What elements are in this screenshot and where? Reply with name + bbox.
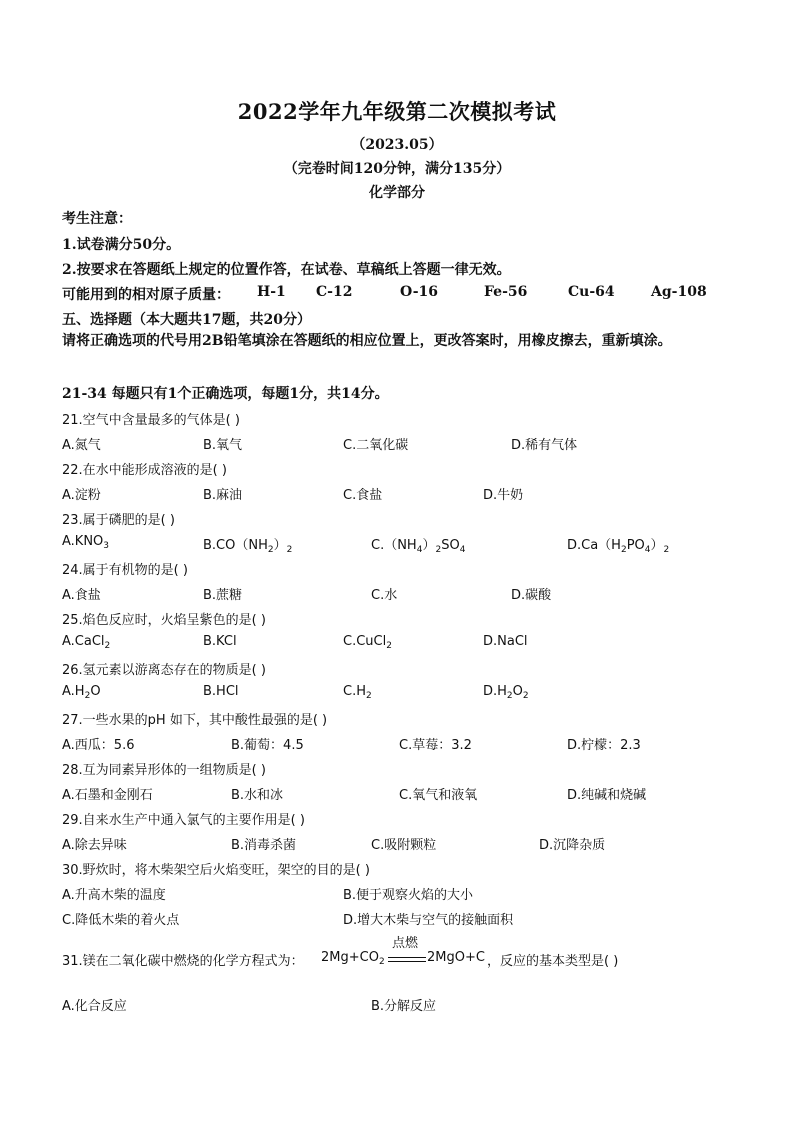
q22-option-d: D.牛奶 bbox=[483, 488, 524, 503]
question-30-stem: 30.野炊时，将木柴架空后火焰变旺，架空的目的是( ) bbox=[62, 863, 370, 878]
q25-option-a-text: A.CaCl bbox=[62, 634, 105, 649]
section-instruction: 请将正确选项的代号用2B铅笔填涂在答题纸的相应位置上，更改答案时，用橡皮擦去，重新填涂。 bbox=[62, 333, 672, 349]
q31-option-b: B.分解反应 bbox=[371, 999, 437, 1014]
q22-option-c: C.食盐 bbox=[343, 488, 383, 503]
section-sub-heading: 21-34 每题只有1个正确选项，每题1分，共14分。 bbox=[62, 386, 389, 402]
question-27-stem: 27.一些水果的pH 如下，其中酸性最强的是( ) bbox=[62, 713, 328, 728]
q30-option-a: A.升高木柴的温度 bbox=[62, 888, 166, 903]
equation-line-top bbox=[388, 957, 426, 958]
q25-option-c: C.CuCl$_2$ bbox=[343, 634, 392, 651]
notice-heading: 考生注意： bbox=[62, 211, 132, 227]
q26-option-b: B.HCl bbox=[203, 684, 239, 699]
exam-title: 2022学年九年级第二次模拟考试 bbox=[237, 99, 557, 124]
q28-option-b: B.水和冰 bbox=[231, 788, 284, 803]
q29-option-a: A.除去异味 bbox=[62, 838, 127, 853]
atomic-mass-c: C-12 bbox=[316, 284, 353, 300]
q26-option-a-text: A.H bbox=[62, 684, 85, 699]
question-21-stem: 21.空气中含量最多的气体是( ) bbox=[62, 413, 240, 428]
q21-option-a: A.氮气 bbox=[62, 438, 101, 453]
q25-option-b: B.KCl bbox=[203, 634, 237, 649]
q27-option-c: C.草莓：3.2 bbox=[399, 738, 472, 753]
q31-option-a: A.化合反应 bbox=[62, 999, 127, 1014]
q23-option-b: $B.CO(NH_2)_2$ bbox=[203, 538, 293, 555]
q28-option-a: A.石墨和金刚石 bbox=[62, 788, 153, 803]
q21-option-d: D.稀有气体 bbox=[511, 438, 578, 453]
q29-option-d: D.沉降杂质 bbox=[539, 838, 606, 853]
question-22-stem: 22.在水中能形成溶液的是( ) bbox=[62, 463, 227, 478]
question-31-eq-left-text: 2Mg+CO bbox=[321, 950, 379, 965]
q23-option-a-text: A.KNO bbox=[62, 534, 104, 549]
q24-option-c: C.水 bbox=[371, 588, 398, 603]
q28-option-d: D.纯碱和烧碱 bbox=[567, 788, 647, 803]
atomic-mass-cu: Cu-64 bbox=[568, 284, 615, 300]
question-31-eq-condition: 点燃 bbox=[392, 936, 419, 951]
q23-option-a: $A.KNO_3$ bbox=[62, 534, 110, 551]
question-31-stem-prefix: 31.镁在二氧化碳中燃烧的化学方程式为： bbox=[62, 954, 304, 969]
q29-option-c: C.吸附颗粒 bbox=[371, 838, 437, 853]
question-31-stem-suffix: ，反应的基本类型是( ) bbox=[487, 954, 619, 969]
question-31-eq-left: $2Mg+CO_2$ bbox=[321, 950, 385, 967]
q23-option-c: $C.(NH_4)_2SO_4$ bbox=[371, 538, 466, 555]
q25-option-d: D.NaCl bbox=[483, 634, 528, 649]
q27-option-d: D.柠檬：2.3 bbox=[567, 738, 641, 753]
q23-option-b-text: B.CO（NH bbox=[203, 538, 268, 553]
q26-option-d: $D.H_2O_2$ bbox=[483, 684, 529, 701]
q28-option-c: C.氧气和液氧 bbox=[399, 788, 478, 803]
q23-option-d: $D.Ca(H_2PO_4)_2$ bbox=[567, 538, 670, 555]
q30-option-c: C.降低木柴的着火点 bbox=[62, 913, 180, 928]
q22-option-b: B.麻油 bbox=[203, 488, 243, 503]
q24-option-a: A.食盐 bbox=[62, 588, 101, 603]
section-heading: 五、选择题（本大题共17题，共20分） bbox=[62, 312, 311, 328]
q25-option-a: A.CaCl$_2$ bbox=[62, 634, 111, 651]
q23-option-d-text: D.Ca（H bbox=[567, 538, 621, 553]
exam-time-info: （完卷时间120分钟，满分135分） bbox=[283, 161, 511, 177]
atomic-mass-fe: Fe-56 bbox=[484, 284, 528, 300]
q24-option-d: D.碳酸 bbox=[511, 588, 552, 603]
q26-option-d-text: D.H bbox=[483, 684, 507, 699]
notice-item-1: 1.试卷满分50分。 bbox=[62, 237, 181, 253]
q27-option-b: B.葡萄：4.5 bbox=[231, 738, 304, 753]
exam-date: （2023.05） bbox=[351, 137, 443, 153]
atomic-mass-label: 可能用到的相对原子质量： bbox=[62, 287, 230, 303]
question-23-stem: 23.属于磷肥的是( ) bbox=[62, 513, 175, 528]
q30-option-d: D.增大木柴与空气的接触面积 bbox=[343, 913, 514, 928]
equation-line-bottom bbox=[388, 961, 426, 962]
question-28-stem: 28.互为同素异形体的一组物质是( ) bbox=[62, 763, 266, 778]
q23-option-c-text: C.（NH bbox=[371, 538, 417, 553]
q30-option-b: B.便于观察火焰的大小 bbox=[343, 888, 474, 903]
q26-option-a: $A.H_2O$ bbox=[62, 684, 101, 701]
question-26-stem: 26.氢元素以游离态存在的物质是( ) bbox=[62, 663, 266, 678]
q27-option-a: A.西瓜：5.6 bbox=[62, 738, 135, 753]
q26-option-c: $C.H_2$ bbox=[343, 684, 372, 701]
question-25-stem: 25.焰色反应时，火焰呈紫色的是( ) bbox=[62, 613, 266, 628]
question-24-stem: 24.属于有机物的是( ) bbox=[62, 563, 188, 578]
q25-option-c-text: C.CuCl bbox=[343, 634, 387, 649]
atomic-mass-o: O-16 bbox=[400, 284, 439, 300]
q24-option-b: B.蔗糖 bbox=[203, 588, 243, 603]
q22-option-a: A.淀粉 bbox=[62, 488, 101, 503]
atomic-mass-ag: Ag-108 bbox=[651, 284, 707, 300]
q26-option-c-text: C.H bbox=[343, 684, 366, 699]
q21-option-c: C.二氧化碳 bbox=[343, 438, 409, 453]
notice-item-2: 2.按要求在答题纸上规定的位置作答，在试卷、草稿纸上答题一律无效。 bbox=[62, 262, 511, 278]
question-29-stem: 29.自来水生产中通入氯气的主要作用是( ) bbox=[62, 813, 305, 828]
q29-option-b: B.消毒杀菌 bbox=[231, 838, 297, 853]
question-31-eq-right: 2MgO+C bbox=[427, 950, 485, 965]
exam-part: 化学部分 bbox=[369, 185, 425, 201]
atomic-mass-h: H-1 bbox=[257, 284, 286, 300]
q21-option-b: B.氧气 bbox=[203, 438, 243, 453]
